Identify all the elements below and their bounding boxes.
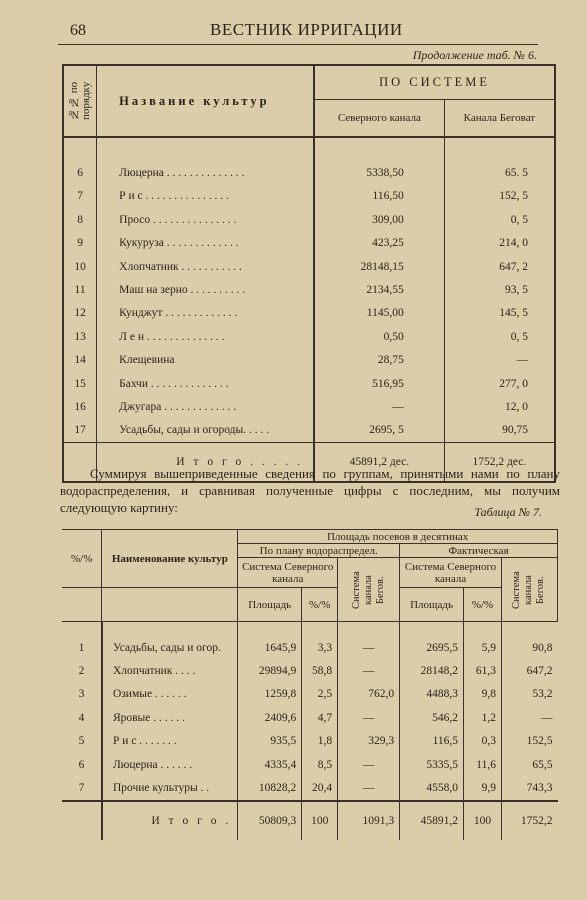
- plan-begovat-value: —: [338, 776, 400, 800]
- table-row: [63, 419, 555, 443]
- row-number: 7: [78, 782, 85, 795]
- plan-pct-label: %/%: [302, 588, 338, 622]
- fact-begovat-value: 65,5: [501, 753, 557, 776]
- table-row: [63, 232, 555, 255]
- row-number: 11: [63, 278, 97, 301]
- table-7-label: Таблица № 7.: [474, 505, 542, 519]
- table-row: [62, 636, 558, 659]
- culture-name: Яровые . . . . . .: [102, 706, 238, 729]
- table-row: [62, 659, 558, 682]
- north-canal-value: 423,25: [314, 232, 444, 255]
- begovat-canal-value: 90,75: [502, 424, 528, 437]
- begovat-canal-value: 277, 0: [499, 377, 528, 390]
- row-number: 4: [78, 711, 85, 724]
- fact-pct-value: 9,8: [464, 683, 502, 706]
- culture-name: Бахчи . . . . . . . . . . . . . .: [97, 372, 314, 395]
- culture-name: Л е н . . . . . . . . . . . . . .: [97, 325, 314, 348]
- total-fact-pct: 100: [464, 801, 502, 840]
- fact-area-value: 116,5: [400, 730, 464, 753]
- plan-area-value: 29894,9: [238, 659, 302, 682]
- plan-area-label: Площадь: [238, 588, 302, 622]
- row-number: 1: [78, 641, 85, 654]
- plan-area-value: 10828,2: [238, 776, 302, 800]
- fact-area-value: 546,2: [400, 706, 464, 729]
- row-number: 13: [63, 325, 97, 348]
- col-header-north-canal: Северного канала: [314, 99, 444, 137]
- plan-area-value: 4335,4: [238, 753, 302, 776]
- north-canal-value: —: [314, 395, 444, 418]
- total-label: И т о г о .: [102, 801, 238, 840]
- culture-name: Просо . . . . . . . . . . . . . . .: [97, 208, 314, 231]
- row-number: 9: [63, 232, 97, 255]
- row-number: 5: [78, 735, 85, 748]
- summary-paragraph: Суммируя вышеприведенные сведения по группам, принятыми нами по плану водораспределения, и сравнивая полученные цифры с последним, мы получим следующую картину:: [60, 466, 560, 515]
- north-canal-value: 0,50: [314, 325, 444, 348]
- culture-name: Клещевина: [97, 349, 314, 372]
- plan-pct-value: 3,3: [302, 636, 338, 659]
- plan-begovat-value: —: [338, 659, 400, 682]
- total-fact-begovat: 1752,2: [501, 801, 557, 840]
- plan-pct-value: 8,5: [302, 753, 338, 776]
- fact-header: Фактическая: [400, 544, 558, 558]
- culture-name: Р и с . . . . . . . . . . . . . . .: [97, 185, 314, 208]
- area-header: Площадь посевов в десятинах: [238, 530, 558, 544]
- culture-name: Усадьбы, сады и огор.: [102, 636, 238, 659]
- plan-begovat-value: —: [338, 636, 400, 659]
- table-row: [63, 349, 555, 372]
- row-number: 15: [63, 372, 97, 395]
- culture-name: Хлопчатник . . . .: [102, 659, 238, 682]
- total-plan-area: 50809,3: [238, 801, 302, 840]
- begovat-canal-value: 65. 5: [505, 167, 528, 180]
- culture-name: Озимые . . . . . .: [102, 683, 238, 706]
- row-number: 12: [63, 302, 97, 325]
- total-plan-begovat: 1091,3: [338, 801, 400, 840]
- north-canal-value: 2695, 5: [314, 419, 444, 443]
- culture-name: Люцерна . . . . . .: [102, 753, 238, 776]
- fact-pct-value: 61,3: [464, 659, 502, 682]
- culture-name: Кунджут . . . . . . . . . . . . .: [97, 302, 314, 325]
- row-number: 3: [78, 688, 85, 701]
- page-number: 68: [70, 22, 86, 39]
- fact-area-value: 4488,3: [400, 683, 464, 706]
- culture-name: Кукуруза . . . . . . . . . . . . .: [97, 232, 314, 255]
- row-number: 10: [63, 255, 97, 278]
- plan-pct-value: 20,4: [302, 776, 338, 800]
- culture-name: Р и с . . . . . . .: [102, 730, 238, 753]
- begovat-canal-value: 0, 5: [510, 213, 528, 226]
- total-label: И т о г о . . . . .: [97, 443, 314, 483]
- plan-area-value: 2409,6: [238, 706, 302, 729]
- fact-begovat-value: 53,2: [501, 683, 557, 706]
- north-canal-value: 5338,50: [314, 161, 444, 184]
- table-row: [62, 753, 558, 776]
- fact-area-value: 28148,2: [400, 659, 464, 682]
- table-row: [63, 395, 555, 418]
- fact-area-label: Площадь: [400, 588, 464, 622]
- fact-north-system-header: Система Северного канала: [400, 558, 502, 588]
- table-row: [62, 776, 558, 800]
- plan-begovat-header: Система канала Бегов.: [338, 558, 400, 622]
- north-canal-value: 309,00: [314, 208, 444, 231]
- table-row: [63, 185, 555, 208]
- plan-north-system-header: Система Северного канала: [238, 558, 338, 588]
- table-continuation-label: Продолжение таб. № 6.: [412, 48, 537, 62]
- fact-pct-value: 11,6: [464, 753, 502, 776]
- fact-begovat-header: Система канала Бегов.: [501, 558, 557, 622]
- fact-pct-value: 1,2: [464, 706, 502, 729]
- table-7: [62, 529, 558, 840]
- row-number: 8: [63, 208, 97, 231]
- fact-area-value: 4558,0: [400, 776, 464, 800]
- begovat-canal-value: 214, 0: [499, 237, 528, 250]
- fact-begovat-value: —: [501, 706, 557, 729]
- plan-begovat-value: —: [338, 706, 400, 729]
- fact-begovat-value: 90,8: [501, 636, 557, 659]
- table-row: [63, 208, 555, 231]
- row-number: 6: [78, 758, 85, 771]
- culture-name: Прочие культуры . .: [102, 776, 238, 800]
- row-number: 17: [63, 419, 97, 443]
- fact-area-value: 2695,5: [400, 636, 464, 659]
- journal-title: ВЕСТНИК ИРРИГАЦИИ: [210, 20, 403, 39]
- north-canal-value: 2134,55: [314, 278, 444, 301]
- begovat-canal-value: —: [516, 354, 528, 367]
- table-row: [62, 730, 558, 753]
- plan-pct-value: 58,8: [302, 659, 338, 682]
- fact-begovat-value: 647,2: [501, 659, 557, 682]
- table-6: [62, 64, 556, 483]
- fact-begovat-value: 152,5: [501, 730, 557, 753]
- table-row: [63, 372, 555, 395]
- fact-pct-label: %/%: [464, 588, 502, 622]
- table-row: [63, 161, 555, 184]
- table-row: [62, 683, 558, 706]
- begovat-canal-value: 93, 5: [505, 284, 528, 297]
- culture-name: Маш на зерно . . . . . . . . . .: [97, 278, 314, 301]
- plan-header: По плану водораспредел.: [238, 544, 400, 558]
- plan-begovat-value: 329,3: [338, 730, 400, 753]
- col-header-pct-number: %/%: [62, 530, 102, 588]
- fact-pct-value: 9,9: [464, 776, 502, 800]
- culture-name: Люцерна . . . . . . . . . . . . . .: [97, 161, 314, 184]
- total-north-canal: 45891,2 дес.: [314, 443, 444, 483]
- table-row: [62, 706, 558, 729]
- begovat-canal-value: 12, 0: [505, 400, 528, 413]
- fact-area-value: 5335,5: [400, 753, 464, 776]
- group-header-system: ПО СИСТЕМЕ: [314, 65, 555, 99]
- plan-pct-value: 1,8: [302, 730, 338, 753]
- table-row: [63, 302, 555, 325]
- table-row: [63, 325, 555, 348]
- col-header-begovat-canal: Канала Беговат: [444, 99, 555, 137]
- total-row: [62, 801, 558, 840]
- culture-name: Джугара . . . . . . . . . . . . .: [97, 395, 314, 418]
- total-plan-pct: 100: [302, 801, 338, 840]
- plan-begovat-value: —: [338, 753, 400, 776]
- north-canal-value: 1145,00: [314, 302, 444, 325]
- begovat-canal-value: 0, 5: [510, 330, 528, 343]
- culture-name: Усадьбы, сады и огороды. . . . .: [97, 419, 314, 443]
- header-rule: [58, 44, 538, 45]
- plan-area-value: 935,5: [238, 730, 302, 753]
- plan-begovat-value: 762,0: [338, 683, 400, 706]
- plan-area-value: 1259,8: [238, 683, 302, 706]
- begovat-canal-value: 647, 2: [499, 260, 528, 273]
- begovat-canal-value: 145, 5: [499, 307, 528, 320]
- col-header-culture-name: Наименование культур: [102, 530, 238, 588]
- total-begovat-canal: 1752,2 дес.: [444, 443, 555, 483]
- row-number: 7: [63, 185, 97, 208]
- total-fact-area: 45891,2: [400, 801, 464, 840]
- north-canal-value: 116,50: [314, 185, 444, 208]
- fact-pct-value: 0,3: [464, 730, 502, 753]
- begovat-canal-value: 152, 5: [499, 190, 528, 203]
- north-canal-value: 28148,15: [314, 255, 444, 278]
- plan-area-value: 1645,9: [238, 636, 302, 659]
- row-number: 14: [63, 349, 97, 372]
- table-row: [63, 278, 555, 301]
- col-header-name: Название культур: [97, 65, 314, 137]
- fact-pct-value: 5,9: [464, 636, 502, 659]
- row-number: 16: [63, 395, 97, 418]
- plan-pct-value: 2,5: [302, 683, 338, 706]
- table-row: [63, 255, 555, 278]
- row-number: 2: [78, 665, 85, 678]
- col-header-number: №№ по порядку: [63, 65, 97, 137]
- plan-pct-value: 4,7: [302, 706, 338, 729]
- north-canal-value: 516,95: [314, 372, 444, 395]
- row-number: 6: [63, 161, 97, 184]
- fact-begovat-value: 743,3: [501, 776, 557, 800]
- culture-name: Хлопчатник . . . . . . . . . . .: [97, 255, 314, 278]
- north-canal-value: 28,75: [314, 349, 444, 372]
